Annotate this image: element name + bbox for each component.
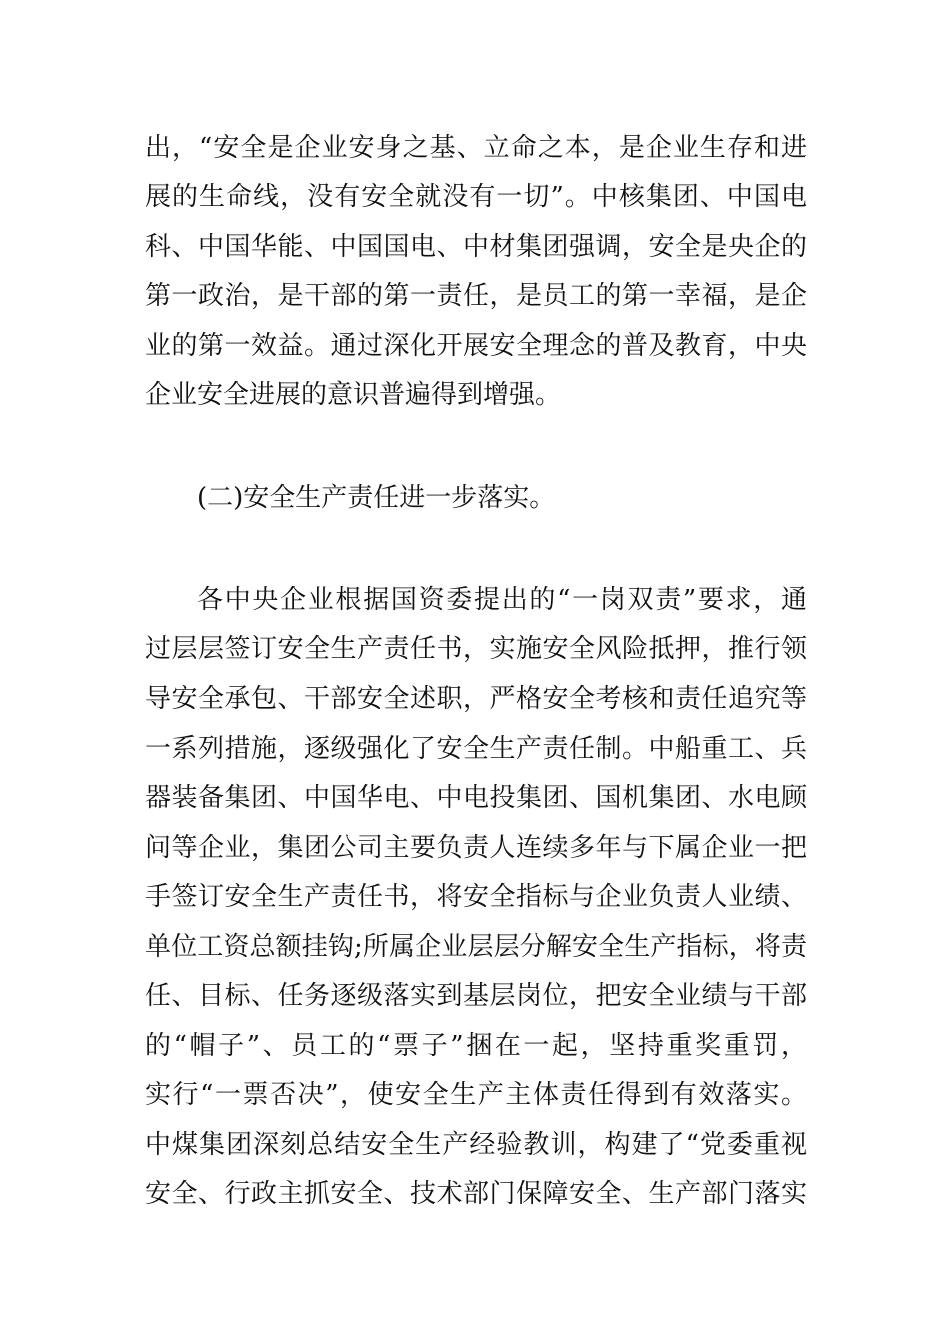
paragraph-1-line-5: 业的第一效益。通过深化开展安全理念的普及教育，中央 — [145, 331, 807, 361]
paragraph-2-line-2: 过层层签订安全生产责任书，实施安全风险抵押，推行领 — [145, 634, 807, 664]
paragraph-1-line-2: 展的生命线，没有安全就没有一切”。中核集团、中国电 — [145, 182, 807, 212]
paragraph-2-line-6: 问等企业，集团公司主要负责人连续多年与下属企业一把 — [145, 833, 807, 863]
paragraph-1-line-6: 企业安全进展的意识普遍得到增强。 — [145, 380, 562, 410]
paragraph-2-line-5: 器装备集团、中国华电、中电投集团、国机集团、水电顾 — [145, 783, 807, 813]
paragraph-2-line-9: 任、目标、任务逐级落实到基层岗位，把安全业绩与干部 — [145, 981, 807, 1011]
paragraph-2-line-7: 手签订安全生产责任书，将安全指标与企业负责人业绩、 — [145, 882, 807, 912]
paragraph-2-line-10: 的“帽子”、员工的“票子”捆在一起，坚持重奖重罚， — [145, 1031, 807, 1061]
paragraph-2-line-4: 一系列措施，逐级强化了安全生产责任制。中船重工、兵 — [145, 734, 807, 764]
paragraph-2-line-13: 安全、行政主抓安全、技术部门保障安全、生产部门落实 — [145, 1179, 807, 1209]
paragraph-1-line-1: 出，“安全是企业安身之基、立命之本，是企业生存和进 — [145, 133, 807, 163]
paragraph-2-line-8: 单位工资总额挂钩;所属企业层层分解安全生产指标，将责 — [145, 932, 807, 962]
paragraph-2-line-3: 导安全承包、干部安全述职，严格安全考核和责任追究等 — [145, 684, 807, 714]
paragraph-1-line-4: 第一政治，是干部的第一责任，是员工的第一幸福，是企 — [145, 281, 807, 311]
paragraph-1-line-3: 科、中国华能、中国国电、中材集团强调，安全是央企的 — [145, 232, 807, 262]
paragraph-2-line-12: 中煤集团深刻总结安全生产经验教训，构建了“党委重视 — [145, 1130, 807, 1160]
paragraph-2-line-11: 实行“一票否决”，使安全生产主体责任得到有效落实。 — [145, 1080, 807, 1110]
paragraph-2-line-1: 各中央企业根据国资委提出的“一岗双责”要求，通 — [197, 585, 807, 615]
section-heading: (二)安全生产责任进一步落实。 — [197, 483, 556, 513]
